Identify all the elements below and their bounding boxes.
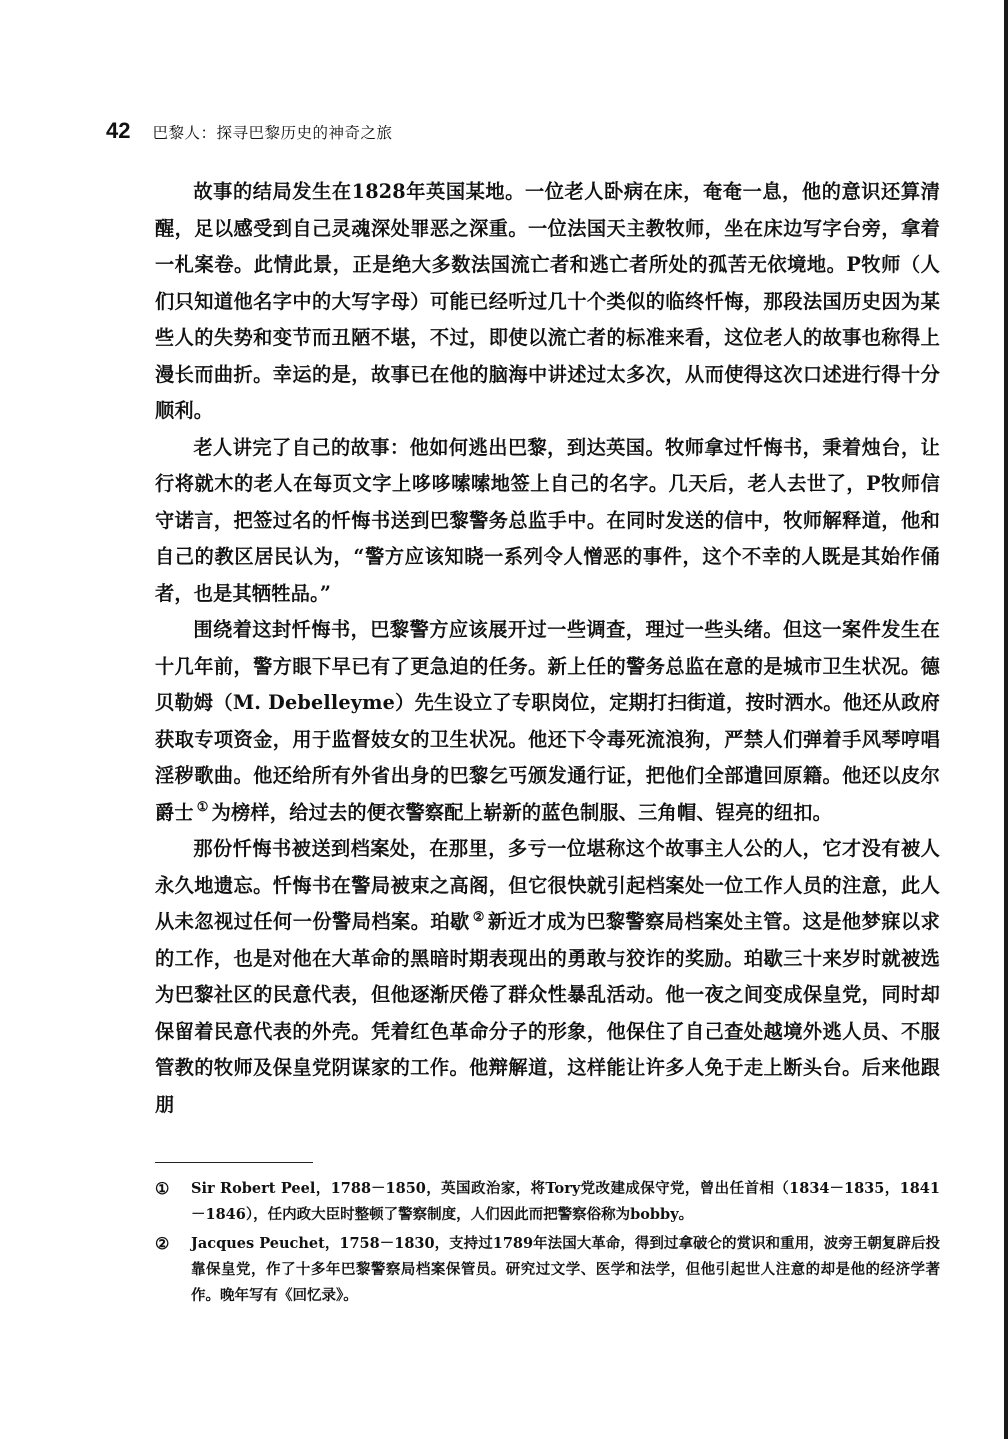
footnote-ref-1: ① [196,800,209,816]
paragraph-4-text-a: 那份忏悔书被送到档案处，在那里，多亏一位堪称这个故事主人公的人，它才没有被人永久地遗忘。忏悔书在警局被束之高阁，但它很快就引起档案处一位工作人员的注意，此人从未忽视过任何一份警局档案。珀歇 [155,837,940,933]
footnote-2 [155,1231,940,1309]
running-title: 巴黎人：探寻巴黎历史的神奇之旅 [152,124,393,142]
paragraph-4 [155,831,940,1123]
footnote-marker: ② [155,1234,170,1253]
footnote-1 [155,1176,940,1228]
paragraph-3-text-b: 为榜样，给过去的便衣警察配上崭新的蓝色制服、三角帽、锃亮的纽扣。 [211,800,833,824]
footnote-text: Sir Robert Peel，1788－1850，英国政治家，将Tory党改建成保守党，曾出任首相（1834－1835，1841－1846），任内政大臣时整顿了警察制度，人们因此而把警察俗称为bobby。 [191,1180,940,1223]
body-text [155,174,940,1123]
paragraph-2: 老人讲完了自己的故事：他如何逃出巴黎，到达英国。牧师拿过忏悔书，秉着烛台，让行将就木的老人在每页文字上哆哆嗦嗦地签上自己的名字。几天后，老人去世了，P牧师信守诺言，把签过名的忏悔书送到巴黎警务总监手中。在同时发送的信中，牧师解释道，他和自己的教区居民认为，“警方应该知晓一系列令人憎恶的事件，这个不幸的人既是其始作俑者，也是其牺牲品。” [155,435,940,605]
paragraph-4-text-b: 新近才成为巴黎警察局档案处主管。这是他梦寐以求的工作，也是对他在大革命的黑暗时期表现出的勇敢与狡诈的奖励。珀歇三十来岁时就被选为巴黎社区的民意代表，但他逐渐厌倦了群众性暴乱活动。他一夜之间变成保皇党，同时却保留着民意代表的外壳。凭着红色革命分子的形象，他保住了自己查处越境外逃人员、不服管教的牧师及保皇党阴谋家的工作。他辩解道，这样能让许多人免于走上断头台。后来他跟朋 [155,910,940,1116]
paragraph-3-text-a: 围绕着这封忏悔书，巴黎警方应该展开过一些调查，理过一些头绪。但这一案件发生在十几年前，警方眼下早已有了更急迫的任务。新上任的警务总监在意的是城市卫生状况。德贝勒姆（M. Debelleyme）先生设立了专职岗位，定期打扫街道，按时洒水。他还从政府获取专项资金，用于监督妓女的卫生状况。他还下令毒死流浪狗，严禁人们弹着手风琴哼唱淫秽歌曲。他还给所有外省出身的巴黎乞丐颁发通行证，把他们全部遣回原籍。他还以皮尔爵士 [155,618,940,824]
scan-edge [1004,0,1008,1439]
footnote-marker: ① [155,1179,170,1198]
footnotes [155,1176,940,1312]
page-number: 42 [106,118,131,143]
footnote-text: Jacques Peuchet，1758－1830，支持过1789年法国大革命，得到过拿破仑的赏识和重用，波旁王朝复辟后投靠保皇党，作了十多年巴黎警察局档案保管员。研究过文学、医学和法学，但他引起世人注意的却是他的经济学著作。晚年写有《回忆录》。 [191,1235,940,1304]
paragraph-1: 故事的结局发生在1828年英国某地。一位老人卧病在床，奄奄一息，他的意识还算清醒，足以感受到自己灵魂深处罪恶之深重。一位法国天主教牧师，坐在床边写字台旁，拿着一札案卷。此情此景，正是绝大多数法国流亡者和逃亡者所处的孤苦无依境地。P牧师（人们只知道他名字中的大写字母）可能已经听过几十个类似的临终忏悔，那段法国历史因为某些人的失势和变节而丑陋不堪，不过，即使以流亡者的标准来看，这位老人的故事也称得上漫长而曲折。幸运的是，故事已在他的脑海中讲述过太多次，从而使得这次口述进行得十分顺利。 [155,180,940,422]
footnote-divider [155,1162,313,1163]
footnote-ref-2: ② [472,909,485,925]
paragraph-3 [155,612,940,831]
page-header [106,118,393,148]
